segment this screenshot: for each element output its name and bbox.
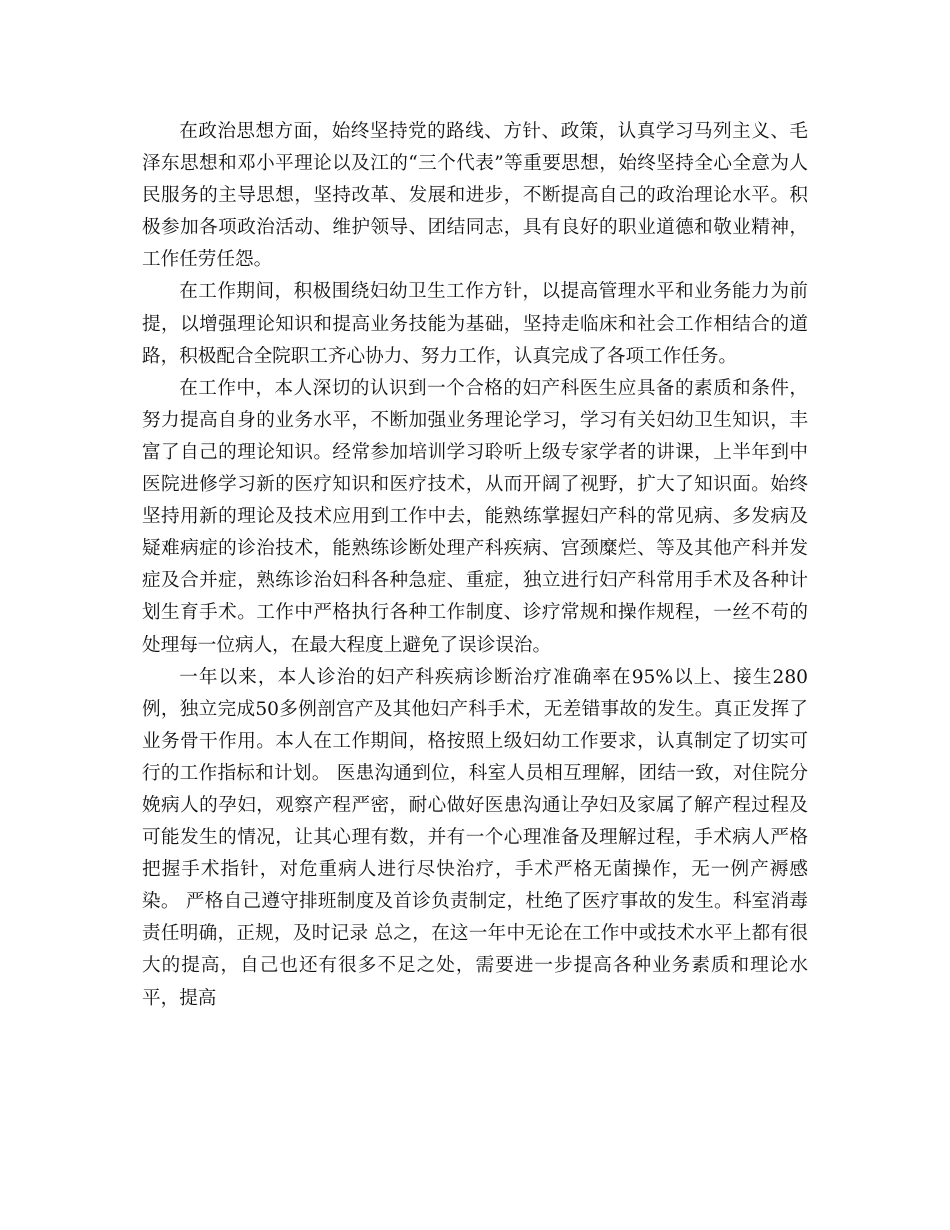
- paragraph-professional-skills: 在工作中，本人深切的认识到一个合格的妇产科医生应具备的素质和条件，努力提高自身的业务水平，不断加强业务理论学习，学习有关妇幼卫生知识，丰富了自己的理论知识。经常参加培训学习聆听上级专家学者的讲课，上半年到中医院进修学习新的医疗知识和医疗技术，从而开阔了视野，扩大了知识面。始终坚持用新的理论及技术应用到工作中去，能熟练掌握妇产科的常见病、多发病及疑难病症的诊治技术，能熟练诊断处理产科疾病、宫颈糜烂、等及其他产科并发症及合并症，熟练诊治妇科各种急症、重症，独立进行妇产科常用手术及各种计划生育手术。工作中严格执行各种工作制度、诊疗常规和操作规程，一丝不苟的处理每一位病人，在最大程度上避免了误诊误治。: [142, 377, 808, 656]
- paragraph-political-thought: 在政治思想方面，始终坚持党的路线、方针、政策，认真学习马列主义、毛泽东思想和邓小平理论以及江的“三个代表”等重要思想，始终坚持全心全意为人民服务的主导思想，坚持改革、发展和进步，不断提高自己的政治理论水平。积极参加各项政治活动、维护领导、团结同志，具有良好的职业道德和敬业精神，工作任劳任怨。: [142, 121, 808, 271]
- paragraph-work-period: 在工作期间，积极围绕妇幼卫生工作方针，以提高管理水平和业务能力为前提，以增强理论知识和提高业务技能为基础，坚持走临床和社会工作相结合的道路，积极配合全院职工齐心协力、努力工作，认真完成了各项工作任务。: [142, 281, 808, 367]
- document-page: [142, 116, 808, 1015]
- paragraph-annual-results: 一年以来，本人诊治的妇产科疾病诊断治疗准确率在95%以上、接生280例，独立完成50多例剖宫产及其他妇产科手术，无差错事故的发生。真正发挥了业务骨干作用。本人在工作期间，格按照上级妇幼工作要求，认真制定了切实可行的工作指标和计划。 医患沟通到位，科室人员相互理解，团结一致，对住院分娩病人的孕妇，观察产程严密，耐心做好医患沟通让孕妇及家属了解产程过程及可能发生的情况，让其心理有数，并有一个心理准备及理解过程，手术病人严格把握手术指针，对危重病人进行尽快治疗，手术严格无菌操作，无一例产褥感染。 严格自己遵守排班制度及首诊负责制定，杜绝了医疗事故的发生。科室消毒责任明确，正规，及时记录 总之，在这一年中无论在工作中或技术水平上都有很大的提高，自己也还有很多不足之处，需要进一步提高各种业务素质和理论水平，提高: [142, 666, 808, 1009]
